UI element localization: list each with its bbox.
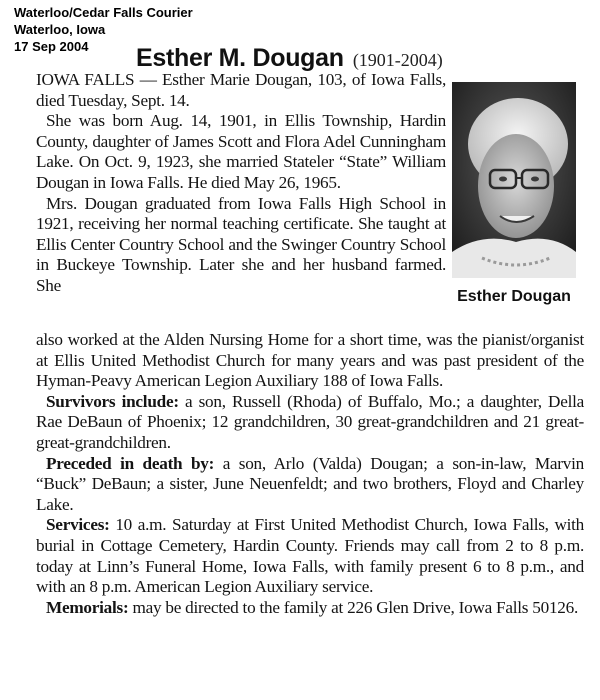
newspaper-name: Waterloo/Cedar Falls Courier bbox=[14, 5, 193, 20]
paragraph-birth-marriage: She was born Aug. 14, 1901, in Ellis Township, Hardin County, daughter of James Scott and Flora Adel Cunningham Lake. On Oct. 9, 1923, she married Stateler “State” William Dougan in Iowa Falls. He died May 26, 1965. bbox=[36, 111, 446, 192]
services-text: 10 a.m. Saturday at First United Methodist Church, Iowa Falls, with burial in Cottage Cemetery, Hardin County. Friends may call from 2 to 8 p.m. today at Linn’s Funeral Home, Iowa Falls, with family present 6 to 8 p.m., and with an 8 p.m. American Legion Auxiliary service. bbox=[36, 515, 584, 597]
publication-date: 17 Sep 2004 bbox=[14, 39, 89, 54]
paragraph-memorials bbox=[36, 598, 584, 619]
preceded-text: a son, Arlo (Valda) Dougan; a son-in-law, Marvin “Buck” DeBaun; a sister, June Neuenfeldt; and two brothers, Floyd and Charley Lake. bbox=[36, 453, 584, 514]
newspaper-location: Waterloo, Iowa bbox=[14, 22, 106, 37]
survivors-text: a son, Russell (Rhoda) of Buffalo, Mo.; a daughter, Della Rae DeBaun of Phoenix; 12 grandchildren, 30 great-grandchildren and 21 great-great-grandchildren. bbox=[36, 391, 584, 452]
services-heading: Services: bbox=[46, 515, 110, 535]
paragraph-career-continued: also worked at the Alden Nursing Home for a short time, was the pianist/organist at Ellis United Methodist Church for many years and was past president of the Hyman-Peavy American Legion Auxiliary 188 of Iowa Falls. bbox=[36, 330, 584, 391]
photo-caption: Esther Dougan bbox=[457, 288, 571, 305]
paragraph-education-career: Mrs. Dougan graduated from Iowa Falls High School in 1921, receiving her normal teaching certificate. She taught at Ellis Center Country School and the Swinger Country School in Buckeye Township. Later she and her husband farmed. She bbox=[36, 193, 446, 295]
deceased-name: Esther M. Dougan bbox=[136, 44, 344, 72]
portrait-photo-icon bbox=[452, 82, 576, 278]
lifespan-years: (1901-2004) bbox=[352, 50, 443, 70]
preceded-heading: Preceded in death by: bbox=[46, 453, 215, 473]
paragraph-death-notice: IOWA FALLS — Esther Marie Dougan, 103, of Iowa Falls, died Tuesday, Sept. 14. bbox=[36, 70, 446, 110]
wide-column bbox=[36, 330, 584, 618]
survivors-heading: Survivors include: bbox=[46, 391, 179, 411]
paragraph-preceded bbox=[36, 454, 584, 516]
narrow-column bbox=[36, 70, 446, 297]
memorials-text: may be directed to the family at 226 Glen Drive, Iowa Falls 50126. bbox=[132, 597, 579, 617]
paragraph-survivors bbox=[36, 392, 584, 454]
paragraph-services bbox=[36, 515, 584, 597]
portrait-photo bbox=[452, 82, 576, 278]
memorials-heading: Memorials: bbox=[46, 597, 129, 617]
obituary-headline bbox=[136, 44, 443, 73]
